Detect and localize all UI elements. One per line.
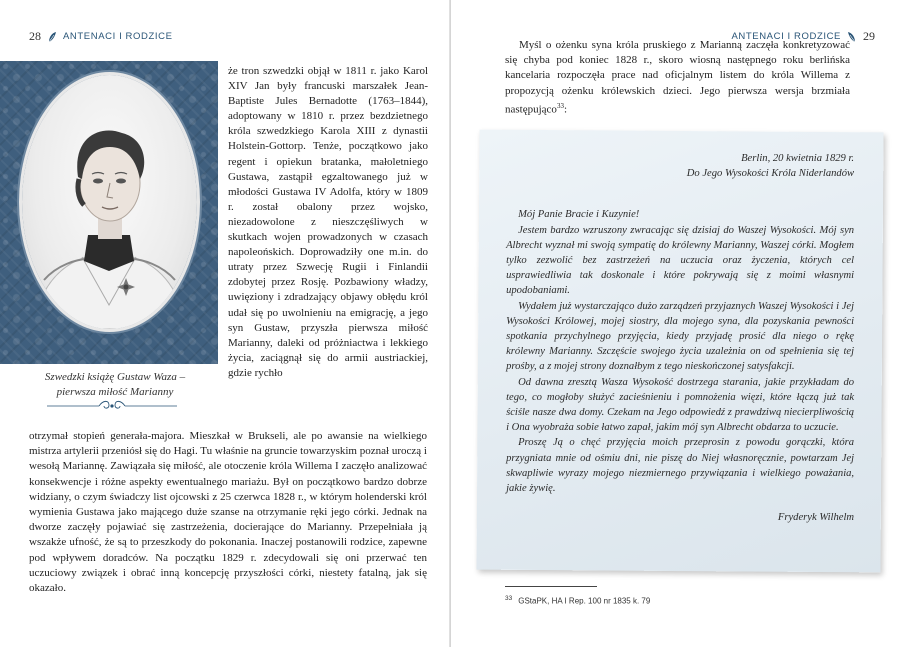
portrait-caption — [20, 370, 210, 400]
letter-paragraph: Wydałem już wystarczająco dużo zarządzeń przyjaznych Waszej Wysokości i Jej Wysokości Królowej, mojej siostry, dla mojego syna, dla pozyskania pewności spotkania przychylnego przyjęcia, kiedy przyjadę prosić dla niego o rękę królewny Marianny. Szczęście swojego życia uzależnia on od spełnienia się tej prośby, a z mojej strony doznałbym z tego nieskończonej satysfakcji. — [506, 300, 855, 373]
letter-place-date: Berlin, 20 kwietnia 1829 r. — [741, 153, 855, 165]
footnote-reference: 33 — [556, 101, 564, 110]
body-paragraph: otrzymał stopień generała-majora. Mieszkał w Brukseli, ale po awansie na wielkiego mistrza artylerii przeniósł się do Hagi. Tu właśnie na gruncie towarzyskim poznał uroczą i wesołą Mariannę. Zawiązała się miłość, ale otoczenie króla Willema I zaczęło analizować konsekwencje i różne aspekty ewentualnego mariażu. Był on początkowo bardzo dobrze widziany, o czym świadczy list ojcowski z 25 czerwca 1828 r., w którym holenderski król wymienia Gustawa jako mającego duże szanse na otrzymanie ręki jego córki. Jednak na dworze zaczęły pojawiać się zastrzeżenia, docierające do Marianny. Przepełniała ją wszakże ufność, że są to przeszkody do pokonania. Inaczej postanowili rodzice, zapewne pod wpływem doradców. Na początku 1829 r. zdecydowali się oni przerwać ten uczuciowy związek i obrać inną koncepcję przyszłości córki, niestety fatalną, jak się okazało. — [29, 430, 427, 595]
letter-card — [476, 130, 883, 573]
left-page — [0, 0, 449, 647]
page-number: 28 — [29, 29, 41, 43]
footnote — [505, 595, 805, 606]
footnote-text: GStaPK, HA I Rep. 100 nr 1835 k. 79 — [518, 596, 651, 606]
page-number: 29 — [863, 29, 875, 43]
footnote-rule — [505, 586, 597, 587]
letter-paragraph: Od dawna zresztą Wasza Wysokość dostrzega starania, jakie przykładam do tego, co mogłoby służyć zacieśnieniu i pomnożenia więzi, które łączą już tak ściśle nasze dwa domy. Czekam na Jego odpowiedź z prawdziwą niecierpliwością i Ona wyobraża sobie łatwo zapał, jakim mój syn Albrecht obdarza to uczucie. — [506, 376, 855, 434]
letter-text — [506, 151, 854, 525]
running-head-left — [29, 29, 173, 44]
running-head-title: ANTENACI I RODZICE — [63, 31, 173, 42]
leaf-ornament-icon — [47, 31, 57, 43]
body-text-column — [228, 64, 428, 381]
letter-salutation: Mój Panie Bracie i Kuzynie! — [518, 209, 640, 221]
body-text-wide — [29, 429, 427, 596]
running-head-title: ANTENACI I RODZICE — [731, 31, 841, 42]
portrait-drawing — [22, 75, 197, 329]
caption-line: pierwsza miłość Marianny — [56, 386, 174, 398]
letter-paragraph: Jestem bardzo wzruszony zwracając się dzisiaj do Waszej Wysokości. Mój syn Albrecht wyznał mi swoją sympatię do królewny Marianny, Waszej córki. Mogłem tylko zezwolić bez zastrzeżeń na uczucia oraz życzenia, których cel usprawiedliwia tak doskonale i które pokrywają się z moimi własnymi upodobaniami. — [506, 224, 855, 297]
portrait-frame — [0, 61, 218, 364]
letter-addressee: Do Jego Wysokości Króla Niderlandów — [686, 168, 855, 180]
intro-text: Myśl o ożenku syna króla pruskiego z Marianną zaczęła konkretyzować się chyba pod koniec 1828 r., skoro wiosną następnego roku berlińska kancelaria rozpoczęła prace nad oficjalnym listem do króla Willema z propozycją ożenku królewskich dzieci. Jego pierwsza wersja brzmiała następująco — [505, 39, 850, 116]
caption-line: Szwedzki książę Gustaw Waza – — [44, 371, 186, 383]
divider-ornament-icon — [47, 399, 177, 413]
body-paragraph: że tron szwedzki objął w 1811 r. jako Karol XIV Jan były francuski marszałek Jean-Baptiste Jules Bernadotte (1763–1844), adoptowany w 1810 r. przez bezdzietnego króla szwedzkiego Karola XIII z dynastii Holstein-Gottorp. Tenże, początkowo jako regent i opiekun bratanka, małoletniego Gustawa, zastąpił egzaltowanego już w młodości Gustawa IV Adolfa, który w 1809 r. został obalony przez wojsko, niezadowolone z nieszczęśliwych w skutkach wojen prowadzonych w czasach napoleońskich. Doprowadziły one m.in. do utraty przez Szwecję Rugii i Finlandii zdobytej przez Rosję. Pozbawiony władzy, uwięziony i zdradzający objawy obłędu król udał się po uwolnieniu na emigrację, a jego syn Gustaw, przyszła pierwsza miłość Marianny, daleki od próżniactwa i lekkiego życia, zaciągnął się do armii austriackiej, gdzie rychło — [228, 65, 428, 379]
letter-signature: Fryderyk Wilhelm — [777, 512, 855, 524]
footnote-number: 33 — [505, 595, 513, 602]
letter-paragraph: Proszę Ją o chęć przyjęcia moich przeprosin z powodu gorączki, która przygniata mnie od ośmiu dni, nie piszę do Niej własnoręcznie, powtarzam Jej skwapliwie wyrazy mojego niezmiernego przywiązania i wielkiego poważania, jakie żywię. — [506, 437, 855, 495]
intro-paragraph: Myśl o ożenku syna króla pruskiego z Marianną zaczęła konkretyzować się chyba pod koniec 1828 r., skoro wiosną następnego roku berlińska kancelaria rozpoczęła prace nad oficjalnym listem do króla Willema z propozycją ożenku królewskich dzieci. Jego pierwsza wersja brzmiała następująco$^{33}$: — [505, 39, 850, 116]
portrait-image — [22, 75, 197, 329]
